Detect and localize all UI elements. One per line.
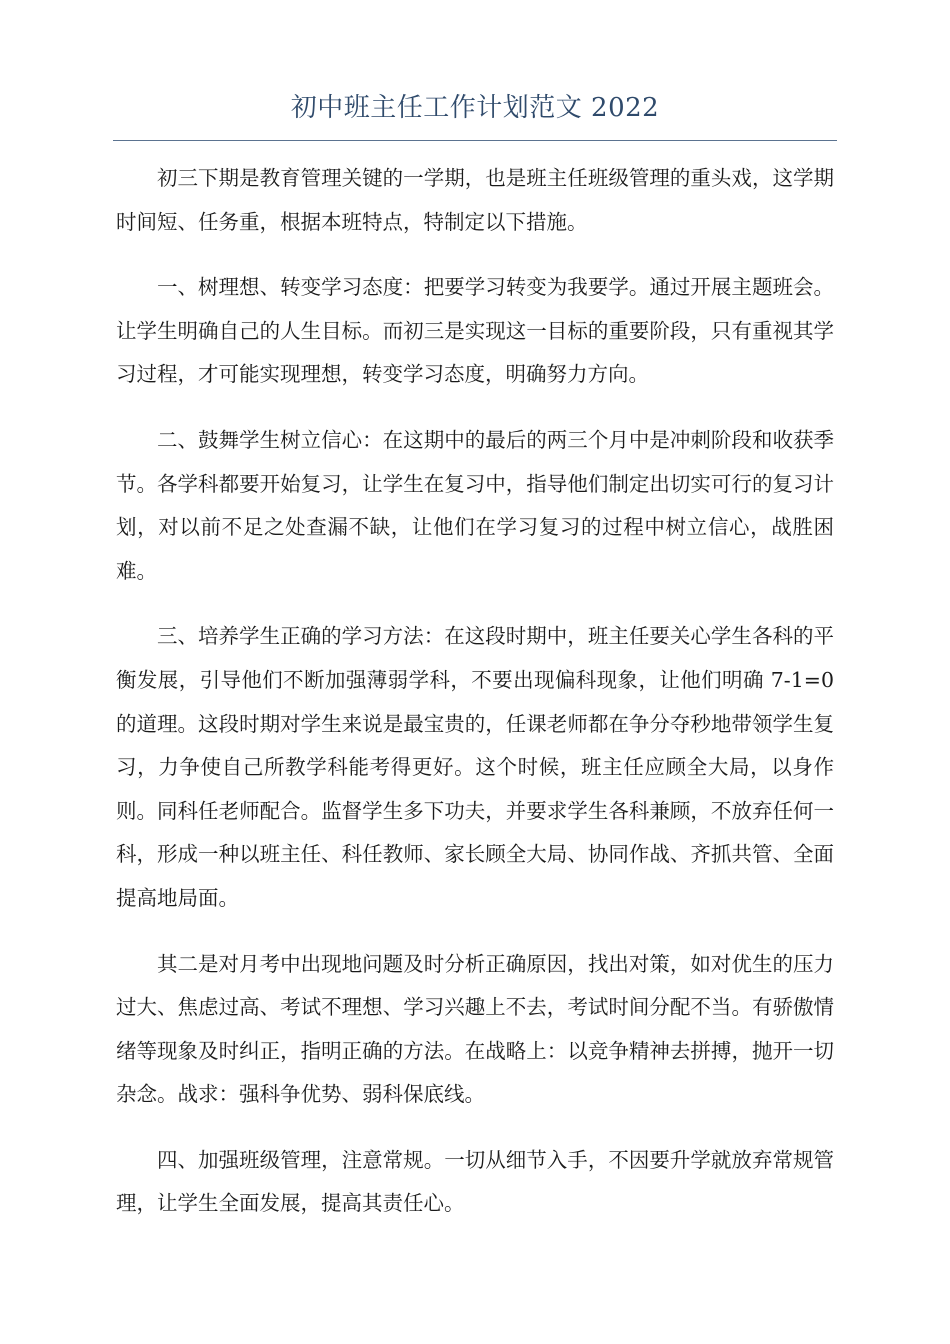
document-title: 初中班主任工作计划范文 2022 xyxy=(290,93,660,123)
document-body xyxy=(116,157,834,1248)
paragraph-section-3-cont: 其二是对月考中出现地问题及时分析正确原因，找出对策，如对优生的压力过大、焦虑过高、考试不理想、学习兴趣上不去，考试时间分配不当。有骄傲情绪等现象及时纠正，指明正确的方法。在战略上：以竞争精神去拼搏，抛开一切杂念。战求：强科争优势、弱科保底线。 xyxy=(116,951,834,1107)
paragraph-section-1: 一、树理想、转变学习态度：把要学习转变为我要学。通过开展主题班会。让学生明确自己的人生目标。而初三是实现这一目标的重要阶段，只有重视其学习过程，才可能实现理想，转变学习态度，明确努力方向。 xyxy=(116,275,834,387)
paragraph-section-2: 二、鼓舞学生树立信心：在这期中的最后的两三个月中是冲刺阶段和收获季节。各学科都要开始复习，让学生在复习中，指导他们制定出切实可行的复习计划，对以前不足之处查漏不缺，让他们在学习复习的过程中树立信心，战胜困难。 xyxy=(116,427,834,583)
paragraph-intro: 初三下期是教育管理关键的一学期，也是班主任班级管理的重头戏，这学期时间短、任务重，根据本班特点，特制定以下措施。 xyxy=(116,166,834,234)
paragraph-section-3: 三、培养学生正确的学习方法：在这段时期中，班主任要关心学生各科的平衡发展，引导他们不断加强薄弱学科，不要出现偏科现象，让他们明确 7-1=0 的道理。这段时期对学生来说是最宝贵的，任课老师都在争分夺秒地带领学生复习，力争使自己所教学科能考得更好。这个时候，班主任应顾全大局，以身作则。同科任老师配合。监督学生多下功夫，并要求学生各科兼顾，不放弃任何一科，形成一种以班主任、科任教师、家长顾全大局、协同作战、齐抓共管、全面提高地局面。 xyxy=(116,624,834,910)
paragraph-section-4: 四、加强班级管理，注意常规。一切从细节入手，不因要升学就放弃常规管理，让学生全面发展，提高其责任心。 xyxy=(116,1147,834,1216)
title-divider xyxy=(113,140,837,141)
